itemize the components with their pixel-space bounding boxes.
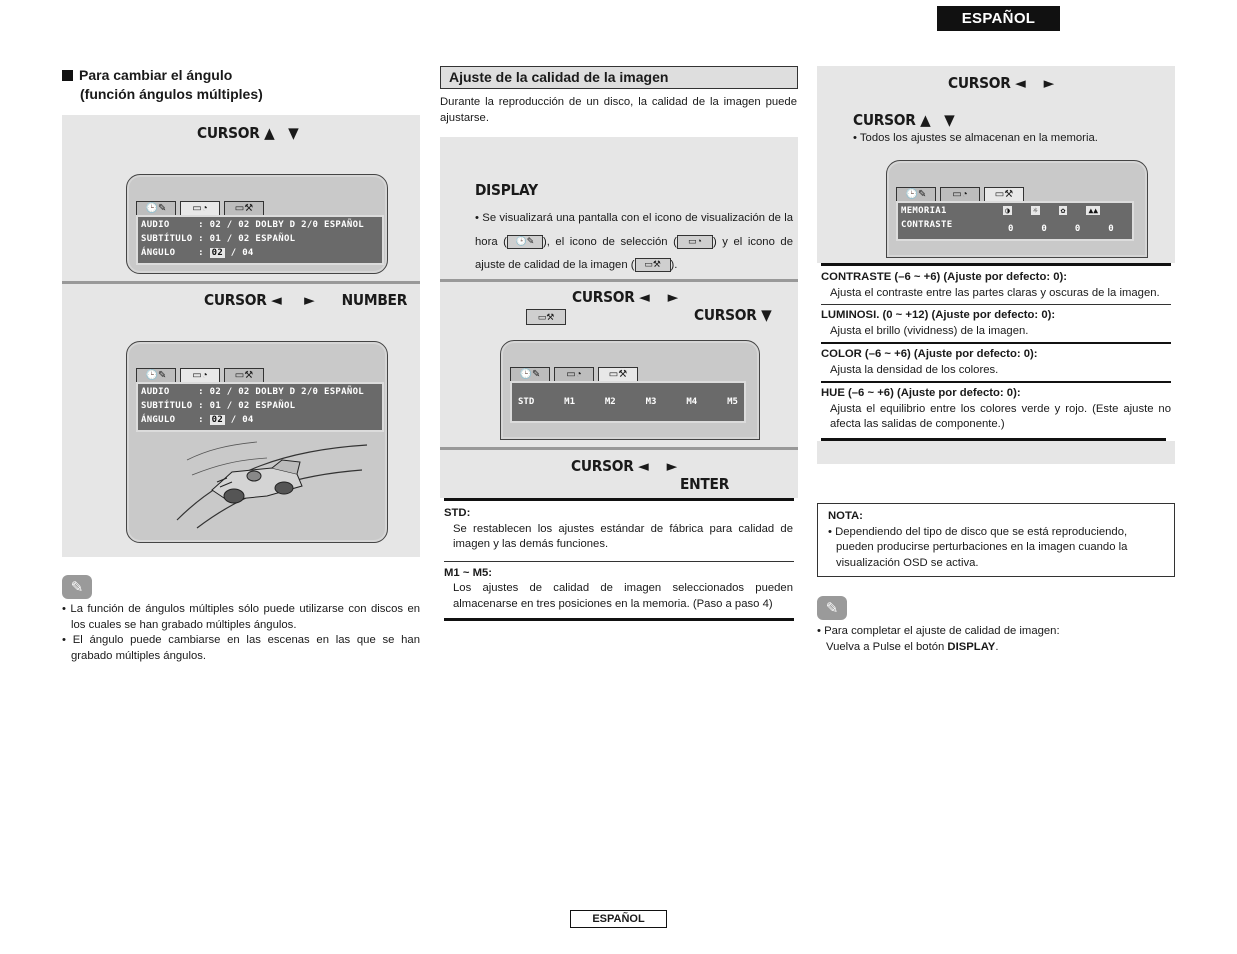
brightness-value: 0 xyxy=(1041,224,1047,234)
setting-item: LUMINOSI. (0 ~ +12) (Ajuste por defecto: 0): Ajusta el brillo (vividness) de la imagen. xyxy=(821,309,1056,337)
osd-screen-angle-1 xyxy=(126,174,388,274)
footer-language: ESPAÑOL xyxy=(570,910,667,928)
clock-icon: 🕒✎ xyxy=(136,201,176,216)
osd-contrast-panel xyxy=(896,201,1134,241)
osd-setting-icons xyxy=(1003,206,1100,215)
select-icon: ▭◔ xyxy=(677,235,713,249)
mode-option[interactable]: M3 xyxy=(645,397,657,407)
step3-cursor-command: CURSOR ◄ ► xyxy=(571,457,677,475)
setting-item: CONTRASTE (–6 ~ +6) (Ajuste por defecto: 0): Ajusta el contraste entre las partes claras y oscuras de la imagen. xyxy=(821,271,1160,299)
mode-option[interactable]: M1 xyxy=(564,397,575,407)
osd-info-panel xyxy=(136,382,384,432)
mode-definitions xyxy=(440,498,798,635)
picture-adjust-icon: ▭⚒ xyxy=(224,368,264,383)
nota-text: • Dependiendo del tipo de disco que se está reproduciendo, pueden producirse perturbaciones en la imagen cuando la visualización OSD se activa. xyxy=(828,525,1128,569)
angle-title-line1: Para cambiar el ángulo xyxy=(79,67,233,83)
osd-tabs xyxy=(136,368,264,383)
osd-setting-values xyxy=(1008,224,1114,234)
pencil-note-icon: ✎ xyxy=(817,596,847,620)
angle-note-item: • La función de ángulos múltiples sólo puede utilizarse con discos en los cuales se han grabado múltiples ángulos. xyxy=(62,603,421,631)
display-command: DISPLAY xyxy=(475,181,538,199)
cursor-down-command: CURSOR ▼ xyxy=(694,306,772,324)
osd-info-panel xyxy=(136,215,384,265)
contrast-value: 0 xyxy=(1008,224,1014,234)
enter-command: ENTER xyxy=(680,475,730,493)
clock-icon: 🕒✎ xyxy=(136,368,176,383)
mode-option[interactable]: M2 xyxy=(604,397,616,407)
angle-title-line2: (función ángulos múltiples) xyxy=(80,86,263,102)
osd-screen-modes xyxy=(500,340,760,440)
osd-screen-angle-2 xyxy=(126,341,388,543)
picture-adjust-icon: ▭⚒ xyxy=(598,367,638,382)
hue-value: 0 xyxy=(1108,224,1114,234)
angle-note-item: • El ángulo puede cambiarse en las escenas en las que se han grabado múltiples ángulos. xyxy=(62,634,420,662)
osd-audio-line: AUDIO : 02 / 02 DOLBY D 2/0 ESPAÑOL xyxy=(141,220,365,230)
setting-item: HUE (–6 ~ +6) (Ajuste por defecto: 0): Ajusta el equilibrio entre los colores verde y rojo. (Este ajuste no afecta las salidas de componente.) xyxy=(821,387,1171,430)
osd-audio-line: AUDIO : 02 / 02 DOLBY D 2/0 ESPAÑOL xyxy=(141,387,365,397)
step2-cursor-command: CURSOR ◄ ► xyxy=(572,288,678,306)
cursor-left-right-command: CURSOR ◄ ► xyxy=(948,74,1054,92)
picture-step-divider-2 xyxy=(440,447,798,450)
osd-subtitle-line: SUBTÍTULO : 01 / 02 ESPAÑOL xyxy=(141,234,296,244)
mode-option[interactable]: M5 xyxy=(727,397,738,407)
picture-adjust-icon: ▭⚒ xyxy=(635,258,671,272)
cursor-up-down-command: CURSOR ▲ ▼ xyxy=(853,111,955,129)
mode-option[interactable]: M4 xyxy=(686,397,698,407)
brightness-icon: ☼ xyxy=(1032,206,1038,215)
osd-tabs xyxy=(896,187,1024,202)
picture-step-divider-1 xyxy=(440,279,798,282)
display-step-text: • Se visualizará una pantalla con el icono de visualización de la hora ( 🕒✎ ), el icono de selección ( ▭◔ ) y el icono de ajuste de calidad de la imagen ( ▭⚒ ). xyxy=(475,212,794,271)
select-icon: ▭◔ xyxy=(940,187,980,202)
select-icon: ▭◔ xyxy=(180,368,220,383)
picture-adjust-icon: ▭⚒ xyxy=(984,187,1024,202)
osd-angle-line: ÁNGULO : 02 / 04 xyxy=(141,415,254,425)
color-value: 0 xyxy=(1074,224,1081,234)
mode-option[interactable]: STD xyxy=(518,397,535,407)
osd-tabs xyxy=(510,367,638,382)
nota-box xyxy=(817,503,1175,577)
m-text: Los ajustes de calidad de imagen seleccionados pueden almacenarse en tres posiciones en la memoria. (Paso a paso 4) xyxy=(453,582,793,610)
std-text: Se restablecen los ajustes estándar de fábrica para calidad de imagen y las demás funciones. xyxy=(453,522,793,550)
picture-adjust-icon: ▭⚒ xyxy=(224,201,264,216)
osd-mode-panel xyxy=(510,381,746,423)
picture-quality-title: Ajuste de la calidad de la imagen xyxy=(449,69,669,85)
osd-angle-line: ÁNGULO : 02 / 04 xyxy=(141,248,254,258)
m-label: M1 ~ M5: xyxy=(444,566,493,579)
osd-subtitle-line: SUBTÍTULO : 01 / 02 ESPAÑOL xyxy=(141,401,296,411)
clock-icon: 🕒✎ xyxy=(896,187,936,202)
osd-screen-contrast xyxy=(886,160,1148,258)
race-car-illustration xyxy=(167,430,377,530)
osd-memory-label: MEMORIA1 xyxy=(901,206,947,216)
std-label: STD: xyxy=(444,507,471,519)
osd-tabs xyxy=(136,201,264,216)
color-icon: ✿ xyxy=(1060,206,1066,215)
picture-quality-title-box xyxy=(440,66,798,89)
clock-icon: 🕒✎ xyxy=(510,367,550,382)
square-bullet-icon xyxy=(62,70,73,81)
step2-command: CURSOR ◄ ► NUMBER xyxy=(204,291,408,309)
final-note: • Para completar el ajuste de calidad de imagen: Vuelva a Pulse el botón DISPLAY. xyxy=(817,625,1060,653)
language-tab: ESPAÑOL xyxy=(937,6,1060,31)
clock-icon: 🕒✎ xyxy=(507,235,543,249)
settings-list xyxy=(817,263,1175,441)
picture-quality-intro: Durante la reproducción de un disco, la calidad de la imagen puede ajustarse. xyxy=(440,96,797,124)
contrast-icon: ◑ xyxy=(1005,206,1010,215)
angle-section-title xyxy=(62,66,263,104)
setting-item: COLOR (–6 ~ +6) (Ajuste por defecto: 0): Ajusta la densidad de los colores. xyxy=(821,348,1038,376)
select-icon: ▭◔ xyxy=(180,201,220,216)
select-icon: ▭◔ xyxy=(554,367,594,382)
pencil-note-icon: ✎ xyxy=(62,575,92,599)
hue-icon: ▲▲ xyxy=(1088,206,1099,215)
step1-command: CURSOR ▲ ▼ xyxy=(197,124,299,142)
angle-notes xyxy=(62,602,420,664)
picture-adjust-icon: ▭⚒ xyxy=(526,309,566,325)
memory-note: • Todos los ajustes se almacenan en la memoria. xyxy=(853,132,1098,144)
angle-step-divider xyxy=(62,281,420,284)
nota-title: NOTA: xyxy=(828,510,863,522)
osd-contrast-label: CONTRASTE xyxy=(901,220,953,230)
